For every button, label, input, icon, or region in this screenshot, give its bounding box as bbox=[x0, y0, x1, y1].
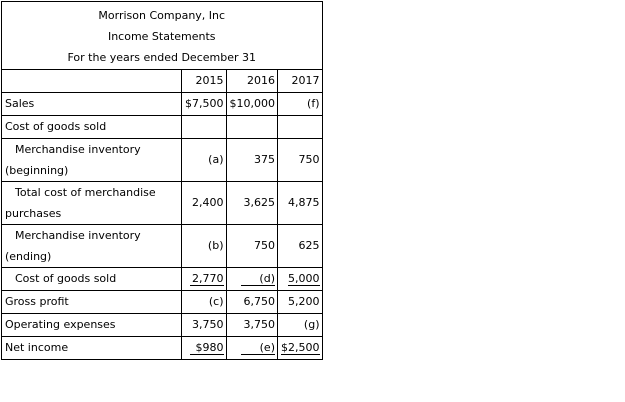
operating-expenses-row bbox=[2, 314, 323, 337]
purchases-2017: 4,875 bbox=[278, 182, 323, 225]
cogs-2017-cell bbox=[278, 268, 323, 291]
cogs-row bbox=[2, 268, 323, 291]
purchases-label bbox=[2, 182, 182, 225]
operating-expenses-label: Operating expenses bbox=[2, 314, 182, 337]
beginning-inventory-label bbox=[2, 139, 182, 182]
beginning-inventory-2016: 375 bbox=[226, 139, 278, 182]
year-header-row bbox=[2, 70, 323, 93]
net-income-2017-cell bbox=[278, 337, 323, 360]
purchases-label-line2: purchases bbox=[5, 207, 62, 220]
gross-profit-2017: 5,200 bbox=[278, 291, 323, 314]
statement-period: For the years ended December 31 bbox=[67, 51, 256, 64]
title-row bbox=[2, 2, 323, 70]
ending-inventory-label-line2: (ending) bbox=[5, 250, 52, 263]
beginning-inventory-2017: 750 bbox=[278, 139, 323, 182]
purchases-label-line1: Total cost of merchandise bbox=[15, 186, 156, 199]
net-income-2017: $2,500 bbox=[281, 341, 320, 354]
gross-profit-row bbox=[2, 291, 323, 314]
gross-profit-label: Gross profit bbox=[2, 291, 182, 314]
ending-inventory-label-line1: Merchandise inventory bbox=[15, 229, 141, 242]
company-name: Morrison Company, Inc bbox=[98, 9, 226, 22]
net-income-label: Net income bbox=[2, 337, 182, 360]
cogs-header-2016 bbox=[226, 116, 278, 139]
ending-inventory-2015: (b) bbox=[182, 225, 227, 268]
net-income-2015: $980 bbox=[190, 341, 224, 355]
statement-name: Income Statements bbox=[107, 30, 216, 43]
operating-expenses-2015: 3,750 bbox=[182, 314, 227, 337]
purchases-row bbox=[2, 182, 323, 225]
blank-header-cell bbox=[2, 70, 182, 93]
income-statement-sheet bbox=[1, 1, 323, 360]
sales-row bbox=[2, 93, 323, 116]
ending-inventory-2017: 625 bbox=[278, 225, 323, 268]
sales-2015: $7,500 bbox=[182, 93, 227, 116]
income-statement-table bbox=[1, 1, 323, 360]
net-income-2015-cell bbox=[182, 337, 227, 360]
gross-profit-2015: (c) bbox=[182, 291, 227, 314]
gross-profit-2016: 6,750 bbox=[226, 291, 278, 314]
operating-expenses-2017: (g) bbox=[278, 314, 323, 337]
title-cell bbox=[2, 2, 323, 70]
cogs-2015-cell bbox=[182, 268, 227, 291]
cogs-label: Cost of goods sold bbox=[2, 268, 182, 291]
year-2016-header: 2016 bbox=[226, 70, 278, 93]
beginning-inventory-label-line2: (beginning) bbox=[5, 164, 69, 177]
ending-inventory-label bbox=[2, 225, 182, 268]
sales-2016: $10,000 bbox=[226, 93, 278, 116]
net-income-row bbox=[2, 337, 323, 360]
beginning-inventory-row bbox=[2, 139, 323, 182]
year-2015-header: 2015 bbox=[182, 70, 227, 93]
sales-label: Sales bbox=[2, 93, 182, 116]
operating-expenses-2016: 3,750 bbox=[226, 314, 278, 337]
cogs-2016: (d) bbox=[241, 272, 275, 286]
cogs-2015: 2,770 bbox=[190, 272, 224, 286]
cogs-2016-cell bbox=[226, 268, 278, 291]
beginning-inventory-2015: (a) bbox=[182, 139, 227, 182]
purchases-2016: 3,625 bbox=[226, 182, 278, 225]
net-income-2016: (e) bbox=[241, 341, 275, 355]
cogs-2017: 5,000 bbox=[288, 272, 320, 285]
net-income-2016-cell bbox=[226, 337, 278, 360]
cogs-header-2015 bbox=[182, 116, 227, 139]
sales-2017: (f) bbox=[278, 93, 323, 116]
ending-inventory-row bbox=[2, 225, 323, 268]
year-2017-header: 2017 bbox=[278, 70, 323, 93]
beginning-inventory-label-line1: Merchandise inventory bbox=[15, 143, 141, 156]
cogs-header-label: Cost of goods sold bbox=[2, 116, 182, 139]
purchases-2015: 2,400 bbox=[182, 182, 227, 225]
cogs-header-2017 bbox=[278, 116, 323, 139]
cogs-header-row bbox=[2, 116, 323, 139]
ending-inventory-2016: 750 bbox=[226, 225, 278, 268]
